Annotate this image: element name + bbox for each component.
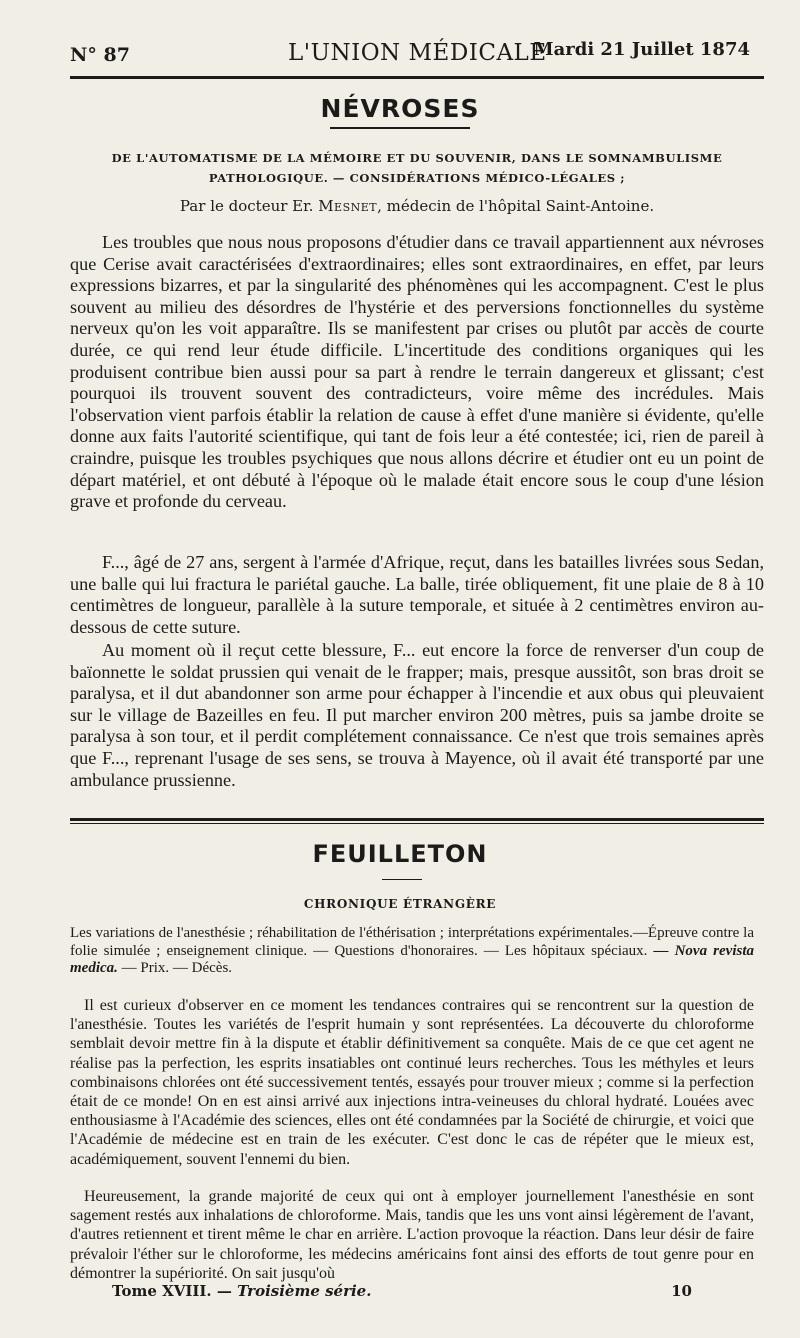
feuilleton-divider (70, 818, 764, 824)
summary-text: Les variations de l'anesthésie ; réhabilitation de l'éthérisation ; interprétations expérimentales.—Épreuve contre la folie simulée ; enseignement clinique. — Questions d'honoraires. — Les hôpitaux spéciaux. (70, 925, 754, 959)
journal-title: L'UNION MÉDICALE (288, 40, 547, 66)
byline-suffix: , médecin de l'hôpital Saint-Antoine. (377, 197, 655, 215)
page-footer (112, 1282, 692, 1304)
feuilleton-paragraph: Heureusement, la grande majorité de ceux qui ont à employer journellement l'anesthésie en sont sagement restés aux inhalations de chloroforme. Mais, tandis que les uns vont ainsi légèrement de l'avant, d'autres retiennent et tirent même le char en arrière. L'action provoque la réaction. Dans leur désir de faire prévaloir l'éther sur le chloroforme, les médecins américains font ainsi des efforts de tout genre pour en démontrer la supériorité. On sait jusqu'où (70, 1188, 754, 1282)
article-byline (70, 197, 764, 215)
series-label: Troisième série. (237, 1282, 372, 1300)
feuilleton-summary (70, 925, 754, 978)
feuilleton-subtitle: CHRONIQUE ÉTRANGÈRE (303, 897, 497, 911)
page-header (70, 36, 750, 76)
summary-journal: — Nova revista medica. (70, 942, 754, 976)
byline-author: Mesnet (318, 197, 378, 215)
issue-number: N° 87 (70, 44, 130, 66)
feuilleton-paragraph: Il est curieux d'observer en ce moment les tendances contraires qui se rencontrent sur la question de l'anesthésie. Toutes les variétés de l'esprit humain y sont représentées. La découverte du chloroforme semblait devoir mettre fin à la dispute et établir définitivement sa conquête. Mais de ce que cet agent ne réalise pas la perfection, les esprits insatiables ont continué leurs recherches. Tous les méthyles et leurs combinaisons chlorées ont été successivement tentés, essayés pour trouver mieux ; comme si la perfection était de ce monde! On en est ainsi arrivé aux injections intra-veineuses du chloral hydraté. Louées avec enthousiasme à l'Académie des sciences, elles ont été condamnées par la Société de chirurgie, et voici que l'Académie de médecine est en train de les exécuter. C'est donc le cas de répéter que le mieux est, académiquement, souvent l'ennemi du bien. (70, 997, 754, 1168)
page-number: 10 (671, 1282, 692, 1300)
issue-date: Mardi 21 Juillet 1874 (533, 39, 750, 60)
title-underline (330, 127, 470, 129)
article-paragraph: F..., âgé de 27 ans, sergent à l'armée d'Afrique, reçut, dans les batailles livrées sous Sedan, une balle qui lui fractura le pariétal gauche. La balle, tirée obliquement, fit une plaie de 8 à 10 centimètres de longueur, parallèle à la suture temporale, et située à 2 centimètres environ au-dessous de cette suture. (70, 552, 764, 637)
feuilleton-title: FEUILLETON (312, 840, 488, 868)
summary-end: — Prix. — Décès. (117, 960, 233, 976)
section-title: NÉVROSES (320, 94, 480, 123)
feuilleton-underline (382, 879, 422, 880)
article-paragraph: Les troubles que nous nous proposons d'étudier dans ce travail appartiennent aux névroses que Cerise avait caractérisées d'extraordinaires; elles sont extraordinaires, en effet, par leurs expressions bizarres, et par la singularité des phénomènes qui les accompagnent. C'est le plus souvent au milieu des désordres de l'hystérie et des perversions fonctionnelles du système nerveux qu'on les voit apparaître. Ils se manifestent par crises ou plutôt par accès de courte durée, ce qui rend leur étude difficile. L'incertitude des conditions organiques qui les produisent contribue bien aussi pour sa part à rendre le terrain dangereux et glissant; c'est pourquoi ils trouvent souvent des contradicteurs, voire même des incrédules. Mais l'observation vient parfois établir la relation de cause à effet d'une manière si évidente, qu'elle donne aux faits l'autorité scientifique, qui tant de fois leur a été contestée; ici, rien de pareil à craindre, puisque les troubles psychiques que nous allons décrire et étudier ont eu un point de départ matériel, et ont débuté à l'époque où le malade était encore sous le coup d'une lésion grave et profonde du cerveau. (70, 232, 764, 512)
article-paragraph: Au moment où il reçut cette blessure, F... eut encore la force de renverser d'un coup de baïonnette le soldat prussien qui venait de le frapper; mais, presque aussitôt, son bras droit se paralysa, et il dut abandonner son arme pour échapper à l'incendie et aux obus qui pleuvaient sur le village de Bazeilles en feu. Il put marcher environ 200 mètres, puis sa jambe droite se paralysa à son tour, et il perdit complétement connaissance. Ce n'est que trois semaines après que F..., reprenant l'usage de ses sens, se trouva à Mayence, où il avait été transporté par une ambulance prussienne. (70, 640, 764, 790)
header-rule (70, 76, 764, 79)
footer-volume (112, 1282, 371, 1300)
byline-prefix: Par le docteur Er. (179, 197, 314, 215)
article-subheading: DE L'AUTOMATISME DE LA MÉMOIRE ET DU SOUVENIR, DANS LE SOMNAMBULISME PATHOLOGIQUE. — CONSIDÉRATIONS MÉDICO-LÉGALES ; (111, 151, 723, 185)
volume-label: Tome XVIII. — (112, 1282, 232, 1300)
